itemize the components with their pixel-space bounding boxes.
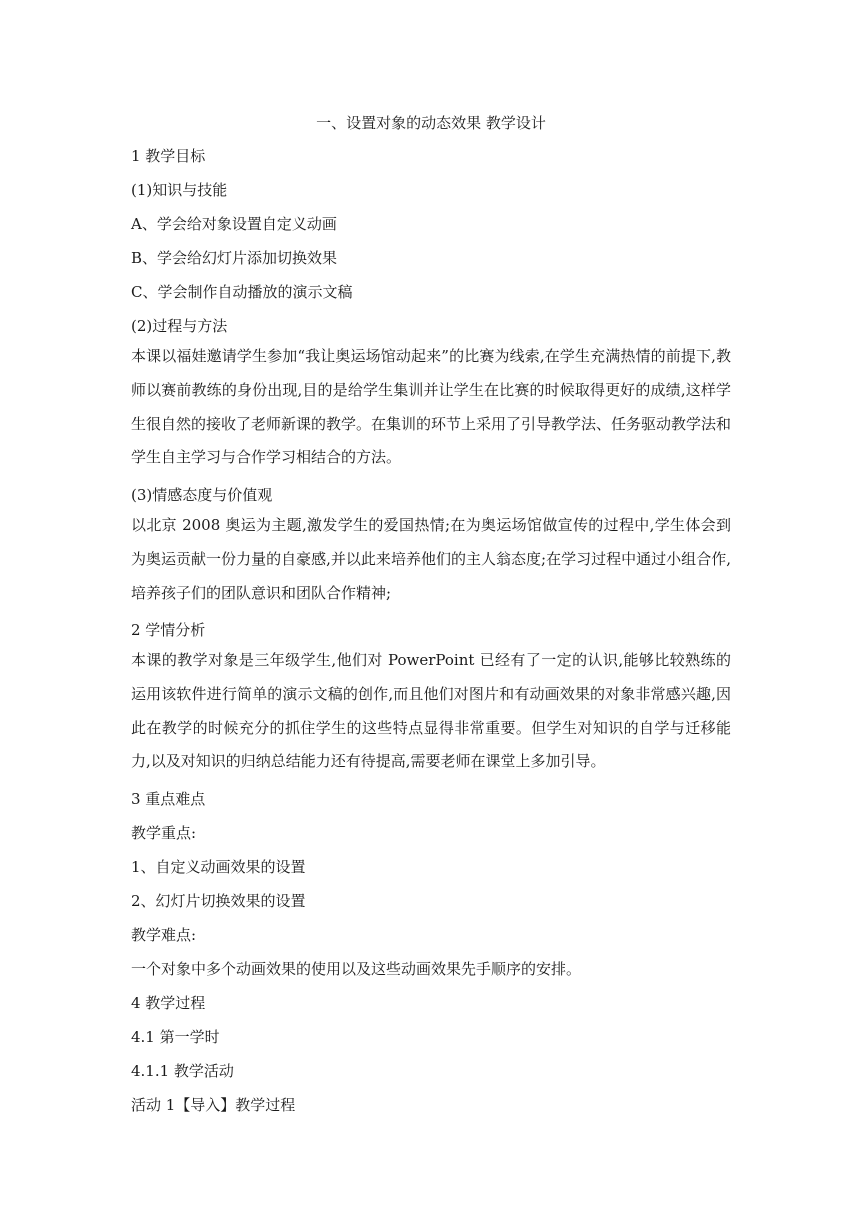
paragraph-student-analysis: 本课的教学对象是三年级学生,他们对 PowerPoint 已经有了一定的认识,能够比较熟练的运用该软件进行简单的演示文稿的创作,而且他们对图片和有动画效果的对象非常感兴趣,因此在教学的时候充分的抓住学生的这些特点显得非常重要。但学生对知识的自学与迁移能力,以及对知识的归纳总结能力还有待提高,需要老师在课堂上多加引导。 (131, 651, 731, 771)
focus-item-1: 1、自定义动画效果的设置 (131, 858, 306, 876)
heading-teaching-difficulty: 教学难点: (131, 926, 197, 944)
heading-lesson-1: 4.1 第一学时 (131, 1028, 220, 1046)
heading-student-analysis: 2 学情分析 (131, 621, 206, 639)
heading-process-method: (2)过程与方法 (131, 317, 228, 335)
document-title: 一、设置对象的动态效果 教学设计 (316, 114, 546, 132)
goal-item-a: A、学会给对象设置自定义动画 (131, 215, 337, 233)
paragraph-emotion-values: 以北京 2008 奥运为主题,激发学生的爱国热情;在为奥运场馆做宣传的过程中,学生体会到为奥运贡献一份力量的自豪感,并以此来培养他们的主人翁态度;在学习过程中通过小组合作,培养孩子们的团队意识和团队合作精神; (131, 516, 731, 602)
goal-item-c: C、学会制作自动播放的演示文稿 (131, 283, 353, 301)
heading-teaching-process: 4 教学过程 (131, 994, 206, 1012)
heading-teaching-focus: 教学重点: (131, 824, 197, 842)
heading-knowledge-skills: (1)知识与技能 (131, 181, 228, 199)
heading-key-difficult-points: 3 重点难点 (131, 790, 206, 808)
heading-emotion-values: (3)情感态度与价值观 (131, 486, 273, 504)
heading-goals: 1 教学目标 (131, 147, 206, 165)
paragraph-process-method: 本课以福娃邀请学生参加“我让奥运场馆动起来”的比赛为线索,在学生充满热情的前提下,教师以赛前教练的身份出现,目的是给学生集训并让学生在比赛的时候取得更好的成绩,这样学生很自然的接收了老师新课的教学。在集训的环节上采用了引导教学法、任务驱动教学法和学生自主学习与合作学习相结合的方法。 (131, 347, 732, 467)
activity-item-1: 活动 1【导入】教学过程 (131, 1096, 296, 1114)
goal-item-b: B、学会给幻灯片添加切换效果 (131, 249, 338, 267)
difficulty-item-1: 一个对象中多个动画效果的使用以及这些动画效果先手顺序的安排。 (131, 960, 582, 978)
heading-teaching-activities: 4.1.1 教学活动 (131, 1062, 234, 1080)
focus-item-2: 2、幻灯片切换效果的设置 (131, 892, 306, 910)
